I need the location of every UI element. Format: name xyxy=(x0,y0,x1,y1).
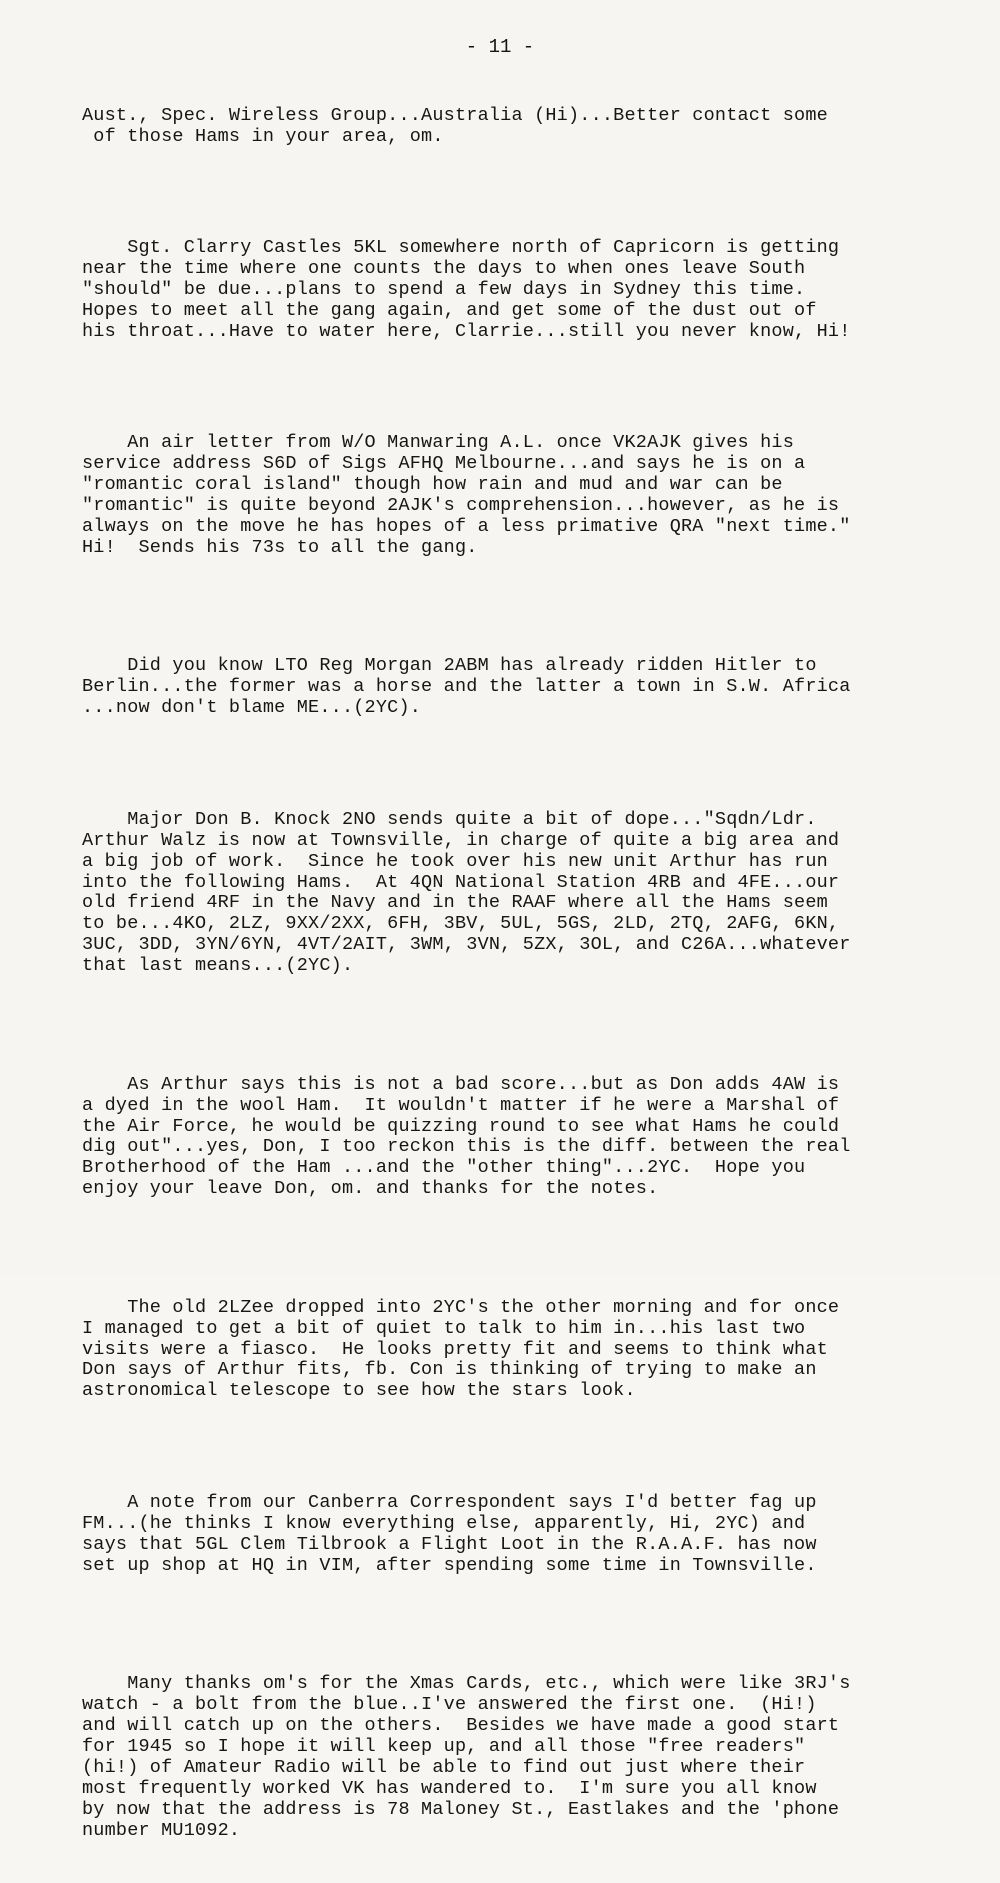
paragraph-arthur-score: As Arthur says this is not a bad score...but as Don adds 4AW is a dyed in the wool Ham. It wouldn't matter if he were a Marshal of the Air Force, he would be quizzing round to see what Hams he could dig out"...yes, Don, I too reckon this is the diff. between the real Brotherhood of the Ham ...and the "other thing"...2YC. Hope you enjoy your leave Don, om. and thanks for the notes. xyxy=(82,1073,851,1200)
paragraph-reg-morgan: Did you know LTO Reg Morgan 2ABM has already ridden Hitler to Berlin...the former was a horse and the latter a town in S.W. Africa ...now don't blame ME...(2YC). xyxy=(82,655,851,719)
paragraph-air-letter: An air letter from W/O Manwaring A.L. once VK2AJK gives his service address S6D of Sigs AFHQ Melbourne...and says he is on a "romantic coral island" though how rain and mud and war can be "romantic" is quite beyond 2AJK's comprehension...however, as he is always on the move he has hopes of a less primative QRA "next time." Hi! Sends his 73s to all the gang. xyxy=(82,432,851,558)
page-body xyxy=(82,64,972,1883)
paragraph-xmas-cards: Many thanks om's for the Xmas Cards, etc., which were like 3RJ's watch - a bolt from the blue..I've answered the first one. (Hi!) and will catch up on the others. Besides we have made a good start for 1945 so I hope it will keep up, and all those "free readers" (hi!) of Amateur Radio will be able to find out just where their most frequently worked VK has wandered to. I'm sure you all know by now that the address is 78 Maloney St., Eastlakes and the 'phone number MU1092. xyxy=(82,1673,851,1841)
paragraph-australia-contact: Aust., Spec. Wireless Group...Australia (Hi)...Better contact some of those Hams in your area, om. xyxy=(82,104,828,147)
paragraph-don-knock: Major Don B. Knock 2NO sends quite a bit of dope..."Sqdn/Ldr. Arthur Walz is now at Townsville, in charge of quite a big area and a big job of work. Since he took over his new unit Arthur has run into the following Hams. At 4QN National Station 4RB and 4FE...our old friend 4RF in the Navy and in the RAAF where all the Hams seem to be...4KO, 2LZ, 9XX/2XX, 6FH, 3BV, 5UL, 5GS, 2LD, 2TQ, 2AFG, 6KN, 3UC, 3DD, 3YN/6YN, 4VT/2AIT, 3WM, 3VN, 5ZX, 3OL, and C26A...whatever that last means...(2YC). xyxy=(82,808,851,977)
page-number: - 11 - xyxy=(465,36,535,58)
paragraph-clarry-castles: Sgt. Clarry Castles 5KL somewhere north of Capricorn is getting near the time where one counts the days to when ones leave South "should" be due...plans to spend a few days in Sydney this time. Hopes to meet all the gang again, and get some of the dust out of his throat...Have to water here, Clarrie...still you never know, Hi! xyxy=(82,237,851,342)
paragraph-canberra: A note from our Canberra Correspondent says I'd better fag up FM...(he thinks I know everything else, apparently, Hi, 2YC) and says that 5GL Clem Tilbrook a Flight Loot in the R.A.A.F. has now set up shop at HQ in VIM, after spending some time in Townsville. xyxy=(82,1491,817,1576)
paragraph-2lzee: The old 2LZee dropped into 2YC's the other morning and for once I managed to get a bit of quiet to talk to him in...his last two visits were a fiasco. He looks pretty fit and seems to think what Don says of Arthur fits, fb. Con is thinking of trying to make an astronomical telescope to see how the stars look. xyxy=(82,1296,840,1402)
